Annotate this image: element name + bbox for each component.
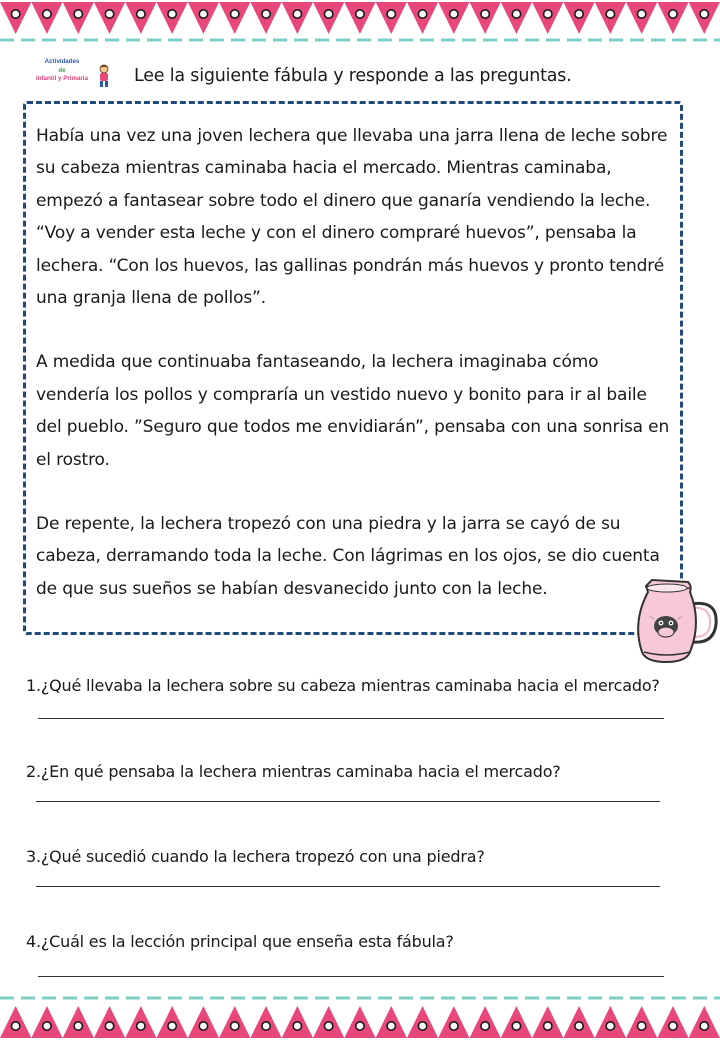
pennant-dot [105,10,113,18]
top-pennant-border [0,0,720,46]
pennant-dot [11,10,19,18]
pennant-dot [43,10,51,18]
pennant-dot [450,10,458,18]
pennant-dot [700,1022,708,1030]
pennant-dot [575,1022,583,1030]
question-1: 1.¿Qué llevaba la lechera sobre su cabeza mientras caminaba hacia el mercado? [26,676,660,695]
pennant-dot [324,10,332,18]
pennant-dot [575,10,583,18]
answer-line-4[interactable] [38,976,664,977]
question-4: 4.¿Cuál es la lección principal que enseña esta fábula? [26,932,454,951]
pennant-dot [74,10,82,18]
pennant-dot [418,1022,426,1030]
question-3: 3.¿Qué sucedió cuando la lechera tropezó con una piedra? [26,847,485,866]
pennant-dot [418,10,426,18]
question-2: 2.¿En qué pensaba la lechera mientras caminaba hacia el mercado? [26,762,561,781]
pennant-dot [544,1022,552,1030]
pennant-dot [168,10,176,18]
instruction-heading: Lee la siguiente fábula y responde a las preguntas. [134,66,572,86]
pennant-dot [11,1022,19,1030]
logo-text [22,58,102,84]
story-paragraph: A medida que continuaba fantaseando, la lechera imaginaba cómo vendería los pollos y compraría un vestido nuevo y bonito para ir al baile del pueblo. ”Seguro que todos me envidiarán”, pensaba con una sonrisa en el rostro. [36,352,670,470]
story-paragraph: De repente, la lechera tropezó con una piedra y la jarra se cayó de su cabeza, derramando toda la leche. Con lágrimas en los ojos, se dio cuenta de que sus sueños se habían desvanecido junto con la leche. [36,514,660,599]
pennant-dot [356,1022,364,1030]
pennant-dot [231,10,239,18]
pennant-dot [481,1022,489,1030]
logo-line-2: de [58,66,66,74]
pennant-dot [105,1022,113,1030]
kid-logo-icon [96,64,112,88]
pennant-dot [74,1022,82,1030]
pennant-dot [137,10,145,18]
pennant-dot [43,1022,51,1030]
pennant-dot [669,10,677,18]
pennant-dot [387,1022,395,1030]
pennant-dot [450,1022,458,1030]
pennant-dot [168,1022,176,1030]
logo-line-3: Infantil y Primaria [36,75,88,82]
pennant-dot [137,1022,145,1030]
pennant-dot [293,1022,301,1030]
pennant-dot [199,10,207,18]
answer-line-1[interactable] [38,718,664,719]
story-text [36,120,676,637]
pennant-dot [637,1022,645,1030]
pennant-dot [324,1022,332,1030]
pennant-dot [199,1022,207,1030]
pennant-dot [262,1022,270,1030]
story-paragraph: Había una vez una joven lechera que llevaba una jarra llena de leche sobre su cabeza mientras caminaba hacia el mercado. Mientras caminaba, empezó a fantasear sobre todo el dinero que ganaría vendiendo la leche. “Voy a vender esta leche y con el dinero compraré huevos”, pensaba la lechera. “Con los huevos, las gallinas pondrán más huevos y pronto tendré una granja llena de pollos”. [36,126,668,309]
pennant-dot [512,10,520,18]
answer-line-3[interactable] [36,886,660,887]
pennant-dot [231,1022,239,1030]
answer-line-2[interactable] [36,801,660,802]
logo-line-1: Actividades [44,58,80,65]
pennant-dot [637,10,645,18]
pennant-dot [293,10,301,18]
pennant-dot [700,10,708,18]
pennant-dot [387,10,395,18]
cow-milk-pitcher-icon [636,578,720,664]
pennant-dot [544,10,552,18]
pennant-dot [262,10,270,18]
pennant-dot [356,10,364,18]
bottom-pennant-border [0,994,720,1040]
pennant-dot [512,1022,520,1030]
pennant-dot [481,10,489,18]
pennant-dot [669,1022,677,1030]
pennant-dot [606,10,614,18]
site-logo [22,58,114,90]
pennant-dot [606,1022,614,1030]
